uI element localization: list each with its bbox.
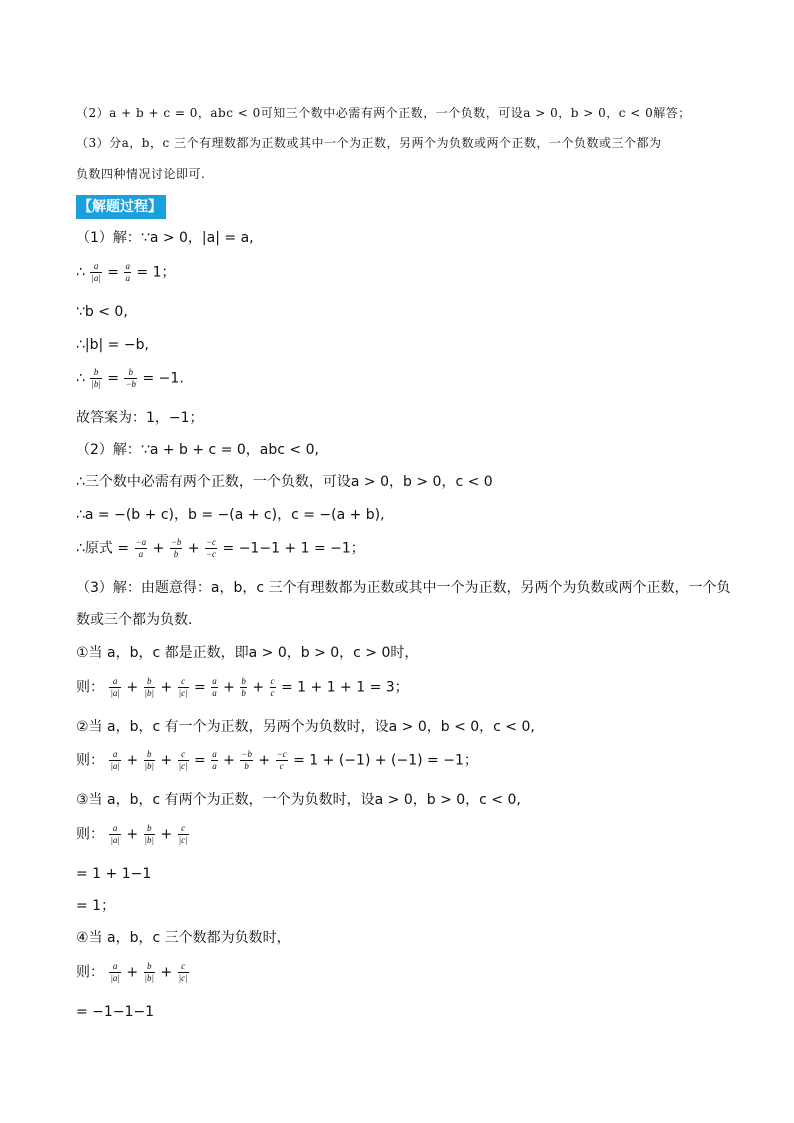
fraction-b-over-neg-b: $\frac{b}{-b}$	[125, 367, 137, 389]
fraction-b-over-abs-b: $\frac{b}{|b|}$	[91, 367, 101, 389]
part2-line3: ∴a = −(b + c)，b = −(a + c)，c = −(a + b),	[76, 507, 385, 523]
part1-line4: ∴|b| = −b,	[76, 337, 149, 353]
part1-line2: ∴ $\frac{a}{|a|}$ = $\frac{a}{a}$ = 1；	[76, 261, 176, 283]
case4-calc: 则： $\frac{a}{|a|}$ + $\frac{b}{|b|}$ + $\frac{c}{|c|}$	[76, 961, 188, 983]
part1-answer: 故答案为：1，−1；	[76, 410, 204, 426]
case4-condition: ④当 a，b，c 三个数都为负数时，	[76, 930, 291, 946]
part2-line4: ∴原式 = $\frac{-a}{a}$ + $\frac{-b}{b}$ + $\frac{-c}{-c}$ = −1−1 + 1 = −1；	[76, 537, 365, 559]
part3-intro-cont: 数或三个都为负数.	[76, 612, 193, 628]
hint-line-3-cont: 负数四种情况讨论即可.	[76, 167, 206, 181]
case1-calc: 则： $\frac{a}{|a|}$ + $\frac{b}{|b|}$ + $\frac{c}{|c|}$ = $\frac{a}{a}$ + $\frac{b}{b}$ + $\frac{c}{c}$ = 1 + 1 + 1 = 3；	[76, 676, 409, 698]
part2-line2: ∴三个数中必需有两个正数，一个负数，可设a > 0，b > 0，c < 0	[76, 474, 493, 490]
fraction-a-over-a: $\frac{a}{a}$	[125, 261, 130, 283]
case1-condition: ①当 a，b，c 都是正数，即a > 0，b > 0，c > 0时，	[76, 645, 419, 661]
hint-line-2: （2）a + b + c = 0，abc < 0可知三个数中必需有两个正数，一个负数，可设a > 0，b > 0，c < 0解答；	[76, 106, 691, 120]
fraction-a-over-abs-a: $\frac{a}{|a|}$	[91, 261, 101, 283]
solution-process-badge: 【解题过程】	[76, 195, 166, 219]
case3-calc: 则： $\frac{a}{|a|}$ + $\frac{b}{|b|}$ + $\frac{c}{|c|}$	[76, 823, 188, 845]
part3-intro: （3）解：由题意得：a，b，c 三个有理数都为正数或其中一个为正数，另两个为负数或两个正数，一个负	[76, 580, 731, 596]
case3-condition: ③当 a，b，c 有两个为正数，一个为负数时，设a > 0，b > 0，c < 0,	[76, 792, 521, 808]
hint-line-3: （3）分a，b，c 三个有理数都为正数或其中一个为正数，另两个为负数或两个正数，一个负数或三个都为	[76, 136, 662, 150]
case2-condition: ②当 a，b，c 有一个为正数，另两个为负数时，设a > 0，b < 0，c < 0,	[76, 719, 535, 735]
case4-step1: = −1−1−1	[76, 1004, 155, 1020]
part1-line3: ∵b < 0,	[76, 304, 128, 320]
part1-line1: （1）解：∵a > 0，|a| = a,	[76, 230, 254, 246]
part2-line1: （2）解：∵a + b + c = 0，abc < 0,	[76, 442, 319, 458]
part1-line5: ∴ $\frac{b}{|b|}$ = $\frac{b}{-b}$ = −1.	[76, 367, 184, 389]
case3-step2: = 1；	[76, 898, 116, 914]
case3-step1: = 1 + 1−1	[76, 866, 152, 882]
case2-calc: 则： $\frac{a}{|a|}$ + $\frac{b}{|b|}$ + $\frac{c}{|c|}$ = $\frac{a}{a}$ + $\frac{-b}{b}$ + $\frac{-c}{c}$ = 1 + (−1) + (−1) = −1；	[76, 749, 478, 771]
